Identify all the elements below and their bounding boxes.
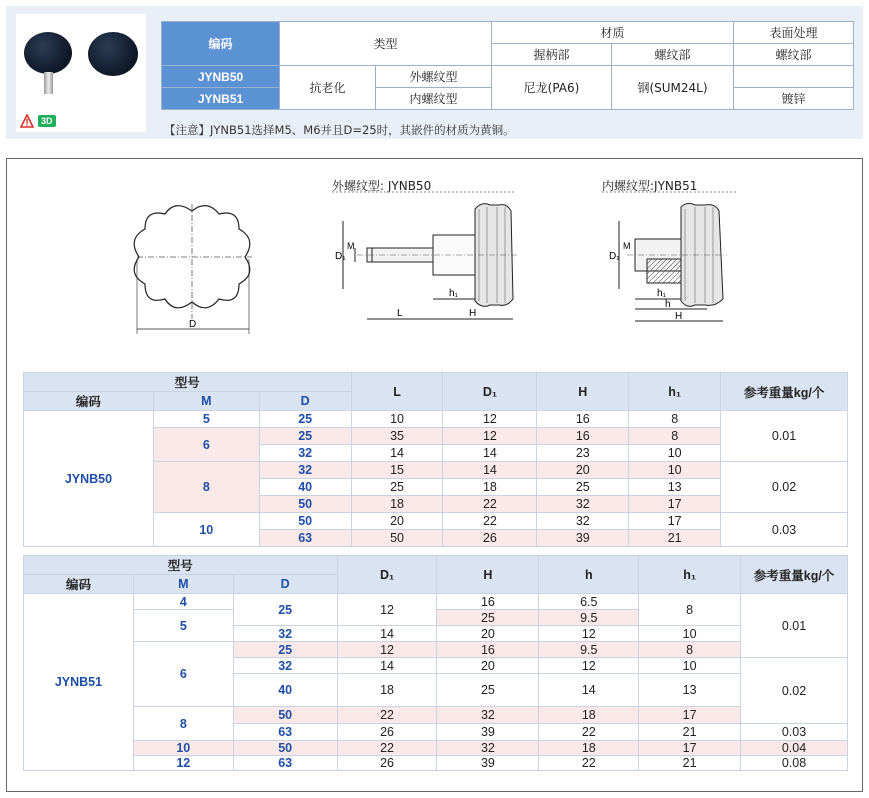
t1-h-L: L: [351, 373, 443, 411]
t2-h: 32: [437, 741, 539, 756]
t2-h1: 17: [639, 707, 741, 724]
t2-d1: 12: [337, 642, 437, 658]
t1-d1: 22: [443, 513, 537, 530]
type-internal: 内螺纹型: [376, 88, 492, 110]
table-jynb50: [23, 372, 848, 547]
t2-weight: 0.08: [741, 756, 848, 771]
t1-h1: 10: [629, 445, 721, 462]
product-photo: [16, 14, 146, 132]
t2-hh: 12: [539, 658, 639, 674]
ext-label-h1: h₁: [449, 288, 458, 299]
t2-d: 32: [233, 658, 337, 674]
drawing-svg: [7, 159, 864, 369]
t1-d: 32: [259, 445, 351, 462]
header-code: 编码: [162, 22, 280, 66]
header-type: 类型: [280, 22, 492, 66]
t1-d: 32: [259, 462, 351, 479]
t2-h: 25: [437, 674, 539, 707]
surface-2: 镀锌: [734, 88, 854, 110]
t1-d: 40: [259, 479, 351, 496]
t2-h-D: D: [233, 575, 337, 594]
surface-1: [734, 66, 854, 88]
t1-h1: 17: [629, 513, 721, 530]
t2-h: 25: [437, 610, 539, 626]
t1-h-h1: h₁: [629, 373, 721, 411]
t2-h1: 10: [639, 658, 741, 674]
main-frame: [6, 158, 863, 792]
t1-h1: 21: [629, 530, 721, 547]
t2-h1: 8: [639, 594, 741, 626]
t2-h: 32: [437, 707, 539, 724]
t1-m: 8: [153, 462, 259, 513]
t2-h: 20: [437, 658, 539, 674]
t1-m: 10: [153, 513, 259, 547]
t1-h-D: D: [259, 392, 351, 411]
t2-weight: 0.04: [741, 741, 848, 756]
header-material: 材质: [492, 22, 734, 44]
table-jynb51: [23, 555, 848, 771]
t2-h: 39: [437, 724, 539, 741]
t2-h1: 21: [639, 756, 741, 771]
t2-h-h: h: [539, 556, 639, 594]
note-text: 【注意】JYNB51选择M5、M6并且D=25时，其嵌件的材质为黄铜。: [164, 123, 515, 137]
t2-d: 63: [233, 724, 337, 741]
t2-d1: 26: [337, 724, 437, 741]
t2-d: 32: [233, 626, 337, 642]
sub-thread-surface: 螺纹部: [734, 44, 854, 66]
t1-d1: 22: [443, 496, 537, 513]
t2-h1: 8: [639, 642, 741, 658]
t1-d1: 14: [443, 462, 537, 479]
t1-l: 14: [351, 445, 443, 462]
t2-h1: 10: [639, 626, 741, 642]
t1-d1: 12: [443, 411, 537, 428]
t2-hh: 12: [539, 626, 639, 642]
t2-d1: 18: [337, 674, 437, 707]
t2-h: 16: [437, 642, 539, 658]
t2-hh: 18: [539, 707, 639, 724]
technical-drawings: [7, 159, 864, 369]
code-jynb50: JYNB50: [162, 66, 280, 88]
t2-m: 5: [133, 610, 233, 642]
t1-d1: 18: [443, 479, 537, 496]
t2-hh: 18: [539, 741, 639, 756]
t1-d: 25: [259, 428, 351, 445]
knob-image-2: [88, 32, 138, 76]
t1-h-code: 编码: [24, 392, 154, 411]
t1-d1: 14: [443, 445, 537, 462]
t1-l: 10: [351, 411, 443, 428]
t2-h: 16: [437, 594, 539, 610]
t1-m: 6: [153, 428, 259, 462]
ext-label-H: H: [469, 308, 477, 319]
code-jynb51: JYNB51: [162, 88, 280, 110]
type-external: 外螺纹型: [376, 66, 492, 88]
t1-h1: 8: [629, 428, 721, 445]
t2-d1: 26: [337, 756, 437, 771]
t1-l: 35: [351, 428, 443, 445]
t1-h: 32: [537, 496, 629, 513]
t2-m: 4: [133, 594, 233, 610]
t1-d: 50: [259, 496, 351, 513]
t2-h-M: M: [133, 575, 233, 594]
t2-hh: 22: [539, 724, 639, 741]
t2-hh: 9.5: [539, 642, 639, 658]
knob-image-1: [24, 32, 72, 74]
t2-d: 63: [233, 756, 337, 771]
sub-grip: 握柄部: [492, 44, 612, 66]
t1-h: 25: [537, 479, 629, 496]
ext-label-L: L: [397, 308, 403, 319]
t2-hh: 22: [539, 756, 639, 771]
sub-thread: 螺纹部: [612, 44, 734, 66]
t2-weight: 0.03: [741, 724, 848, 741]
knob-top-view: [134, 204, 252, 334]
t2-d1: 12: [337, 594, 437, 626]
int-label-h1: h₁: [657, 288, 666, 299]
t2-m: 8: [133, 707, 233, 741]
title-external: 外螺纹型: JYNB50: [332, 179, 432, 193]
t2-hh: 6.5: [539, 594, 639, 610]
ext-label-M: M: [347, 241, 355, 251]
t1-h-D1: D₁: [443, 373, 537, 411]
material-grip: 尼龙(PA6): [492, 66, 612, 110]
t1-h: 16: [537, 411, 629, 428]
t2-d1: 14: [337, 658, 437, 674]
t2-h1: 13: [639, 674, 741, 707]
t1-h-M: M: [153, 392, 259, 411]
t2-weight: 0.01: [741, 594, 848, 658]
t2-d: 25: [233, 594, 337, 626]
t1-h1: 8: [629, 411, 721, 428]
t2-hh: 9.5: [539, 610, 639, 626]
int-label-h: h: [665, 299, 671, 310]
ext-label-D1: D₁: [335, 251, 346, 262]
t1-m: 5: [153, 411, 259, 428]
t2-h: 20: [437, 626, 539, 642]
product-banner: [6, 6, 863, 139]
t1-d1: 26: [443, 530, 537, 547]
t2-h: 39: [437, 756, 539, 771]
t1-h-weight: 参考重量kg/个: [721, 373, 848, 411]
t2-hh: 14: [539, 674, 639, 707]
t2-m: 12: [133, 756, 233, 771]
t1-h1: 17: [629, 496, 721, 513]
t2-m: 6: [133, 642, 233, 707]
internal-side-view: [619, 203, 727, 321]
3d-badge[interactable]: 3D: [38, 115, 56, 127]
t1-l: 18: [351, 496, 443, 513]
t2-h1: 17: [639, 741, 741, 756]
t2-d: 25: [233, 642, 337, 658]
badge-row: [20, 114, 56, 128]
t1-h1: 10: [629, 462, 721, 479]
type-main: 抗老化: [280, 66, 376, 110]
int-label-M: M: [623, 241, 631, 251]
int-label-D1: D₁: [609, 251, 620, 262]
warning-icon[interactable]: [20, 114, 34, 128]
t1-h: 32: [537, 513, 629, 530]
t1-l: 25: [351, 479, 443, 496]
t1-h-model: 型号: [24, 373, 352, 392]
t2-d: 50: [233, 741, 337, 756]
t1-h1: 13: [629, 479, 721, 496]
t1-code: JYNB50: [24, 411, 154, 547]
t2-d: 40: [233, 674, 337, 707]
t2-h-H: H: [437, 556, 539, 594]
t2-d: 50: [233, 707, 337, 724]
t1-l: 50: [351, 530, 443, 547]
t1-d1: 12: [443, 428, 537, 445]
t2-code: JYNB51: [24, 594, 134, 771]
t1-weight: 0.01: [721, 411, 848, 462]
t1-h: 39: [537, 530, 629, 547]
t1-h: 23: [537, 445, 629, 462]
t1-h: 16: [537, 428, 629, 445]
t1-l: 20: [351, 513, 443, 530]
t2-h-h1: h₁: [639, 556, 741, 594]
t2-d1: 14: [337, 626, 437, 642]
t1-l: 15: [351, 462, 443, 479]
t1-weight: 0.02: [721, 462, 848, 513]
t2-h-weight: 参考重量kg/个: [741, 556, 848, 594]
stud-image: [44, 72, 53, 94]
t2-h-code: 编码: [24, 575, 134, 594]
external-side-view: [343, 204, 517, 319]
label-D: D: [189, 319, 197, 330]
t1-h: 20: [537, 462, 629, 479]
t2-d1: 22: [337, 707, 437, 724]
t2-d1: 22: [337, 741, 437, 756]
material-thread: 钢(SUM24L): [612, 66, 734, 110]
t2-m: 10: [133, 741, 233, 756]
t2-h-model: 型号: [24, 556, 338, 575]
spec-table: [161, 21, 854, 110]
t1-h-H: H: [537, 373, 629, 411]
t2-h1: 21: [639, 724, 741, 741]
t1-d: 50: [259, 513, 351, 530]
t2-h-D1: D₁: [337, 556, 437, 594]
header-surface: 表面处理: [734, 22, 854, 44]
t1-d: 63: [259, 530, 351, 547]
t1-weight: 0.03: [721, 513, 848, 547]
int-label-H: H: [675, 311, 683, 322]
t1-d: 25: [259, 411, 351, 428]
t2-weight: 0.02: [741, 658, 848, 724]
title-internal: 内螺纹型:JYNB51: [602, 179, 698, 193]
